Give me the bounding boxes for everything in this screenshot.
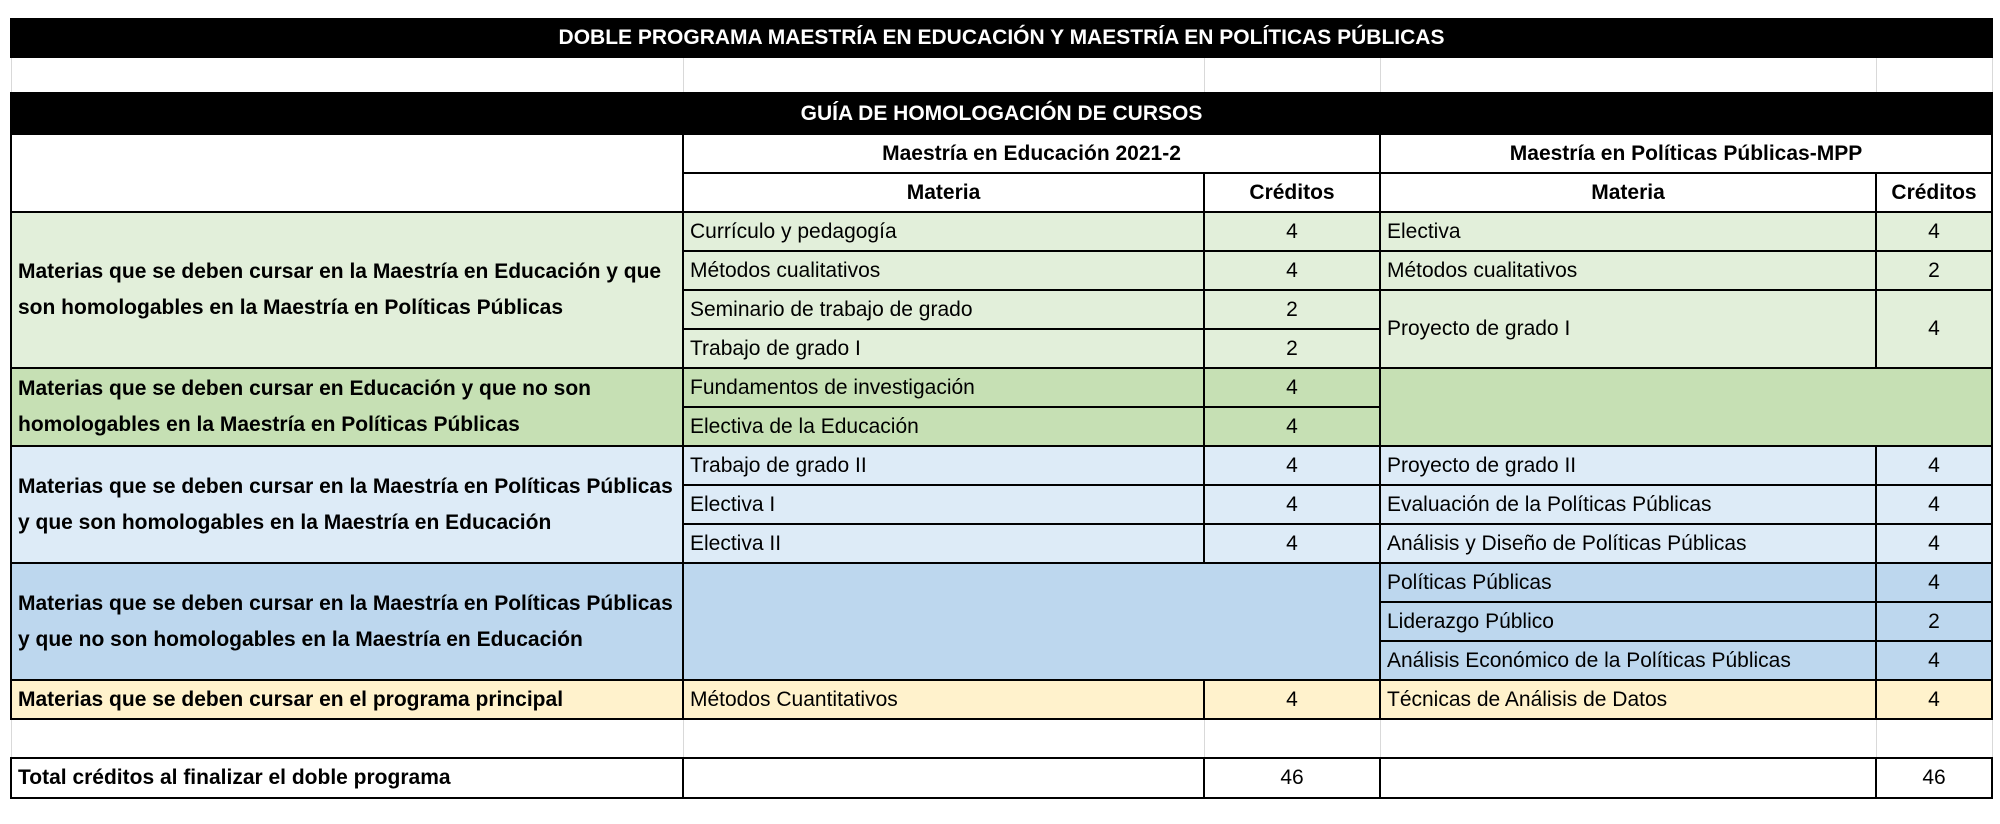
edu-credits: 4 — [1204, 212, 1380, 251]
edu-credits: 4 — [1204, 407, 1380, 446]
category-label: Materias que se deben cursar en Educación y que no son homologables en la Maestría en Políticas Públicas — [11, 368, 683, 446]
table-row — [11, 680, 1992, 719]
mpp-credits: 4 — [1876, 563, 1992, 602]
mpp-subject: Liderazgo Público — [1380, 602, 1876, 641]
mpp-credits: 2 — [1876, 251, 1992, 290]
category-label: Materias que se deben cursar en la Maestría en Políticas Públicas y que son homologables en la Maestría en Educación — [11, 446, 683, 563]
mpp-credits: 2 — [1876, 602, 1992, 641]
edu-subject: Electiva I — [683, 485, 1204, 524]
mpp-credits-header: Créditos — [1876, 173, 1992, 212]
mpp-subject: Electiva — [1380, 212, 1876, 251]
header-blank-cell — [11, 134, 683, 212]
title-row — [11, 19, 1992, 57]
table-row — [11, 563, 1992, 602]
mpp-subject: Análisis y Diseño de Políticas Públicas — [1380, 524, 1876, 563]
mpp-empty-cell — [1380, 368, 1992, 446]
mpp-credits: 4 — [1876, 680, 1992, 719]
category-label: Materias que se deben cursar en la Maestría en Políticas Públicas y que no son homologables en la Maestría en Educación — [11, 563, 683, 680]
edu-credits: 2 — [1204, 329, 1380, 368]
mpp-subject: Evaluación de la Políticas Públicas — [1380, 485, 1876, 524]
table-row — [11, 446, 1992, 485]
edu-subject-header: Materia — [683, 173, 1204, 212]
edu-subject: Trabajo de grado I — [683, 329, 1204, 368]
spacer-row — [11, 57, 1992, 93]
edu-empty-cell — [683, 563, 1380, 680]
edu-subject: Métodos cualitativos — [683, 251, 1204, 290]
mpp-subject: Políticas Públicas — [1380, 563, 1876, 602]
mpp-credits: 4 — [1876, 212, 1992, 251]
edu-subject: Seminario de trabajo de grado — [683, 290, 1204, 329]
edu-credits: 4 — [1204, 485, 1380, 524]
mpp-credits: 4 — [1876, 290, 1992, 368]
subtitle-row — [11, 93, 1992, 134]
page-title: DOBLE PROGRAMA MAESTRÍA EN EDUCACIÓN Y MAESTRÍA EN POLÍTICAS PÚBLICAS — [11, 19, 1992, 57]
total-edu-credits: 46 — [1204, 758, 1380, 798]
spacer-row — [11, 719, 1992, 758]
program-mpp-header: Maestría en Políticas Públicas-MPP — [1380, 134, 1992, 173]
mpp-subject: Proyecto de grado I — [1380, 290, 1876, 368]
mpp-subject: Métodos cualitativos — [1380, 251, 1876, 290]
mpp-credits: 4 — [1876, 641, 1992, 680]
edu-credits: 4 — [1204, 524, 1380, 563]
edu-subject: Electiva de la Educación — [683, 407, 1204, 446]
total-row — [11, 758, 1992, 798]
edu-credits: 4 — [1204, 680, 1380, 719]
mpp-credits: 4 — [1876, 446, 1992, 485]
edu-subject: Trabajo de grado II — [683, 446, 1204, 485]
program-header-row — [11, 134, 1992, 173]
edu-credits: 4 — [1204, 251, 1380, 290]
edu-credits-header: Créditos — [1204, 173, 1380, 212]
mpp-credits: 4 — [1876, 524, 1992, 563]
edu-credits: 4 — [1204, 368, 1380, 407]
edu-subject: Métodos Cuantitativos — [683, 680, 1204, 719]
edu-subject: Currículo y pedagogía — [683, 212, 1204, 251]
total-mpp-credits: 46 — [1876, 758, 1992, 798]
mpp-subject-header: Materia — [1380, 173, 1876, 212]
guide-subtitle: GUÍA DE HOMOLOGACIÓN DE CURSOS — [11, 93, 1992, 134]
mpp-subject: Proyecto de grado II — [1380, 446, 1876, 485]
homologation-table — [10, 18, 1993, 799]
table-row — [11, 212, 1992, 251]
edu-subject: Electiva II — [683, 524, 1204, 563]
mpp-subject: Análisis Económico de la Políticas Públicas — [1380, 641, 1876, 680]
edu-subject: Fundamentos de investigación — [683, 368, 1204, 407]
edu-credits: 4 — [1204, 446, 1380, 485]
total-edu-blank — [683, 758, 1204, 798]
category-label: Materias que se deben cursar en la Maestría en Educación y que son homologables en la Maestría en Políticas Públicas — [11, 212, 683, 368]
program-edu-header: Maestría en Educación 2021-2 — [683, 134, 1380, 173]
mpp-subject: Técnicas de Análisis de Datos — [1380, 680, 1876, 719]
mpp-credits: 4 — [1876, 485, 1992, 524]
category-label: Materias que se deben cursar en el programa principal — [11, 680, 683, 719]
total-mpp-blank — [1380, 758, 1876, 798]
edu-credits: 2 — [1204, 290, 1380, 329]
table-row — [11, 368, 1992, 407]
total-label: Total créditos al finalizar el doble programa — [11, 758, 683, 798]
